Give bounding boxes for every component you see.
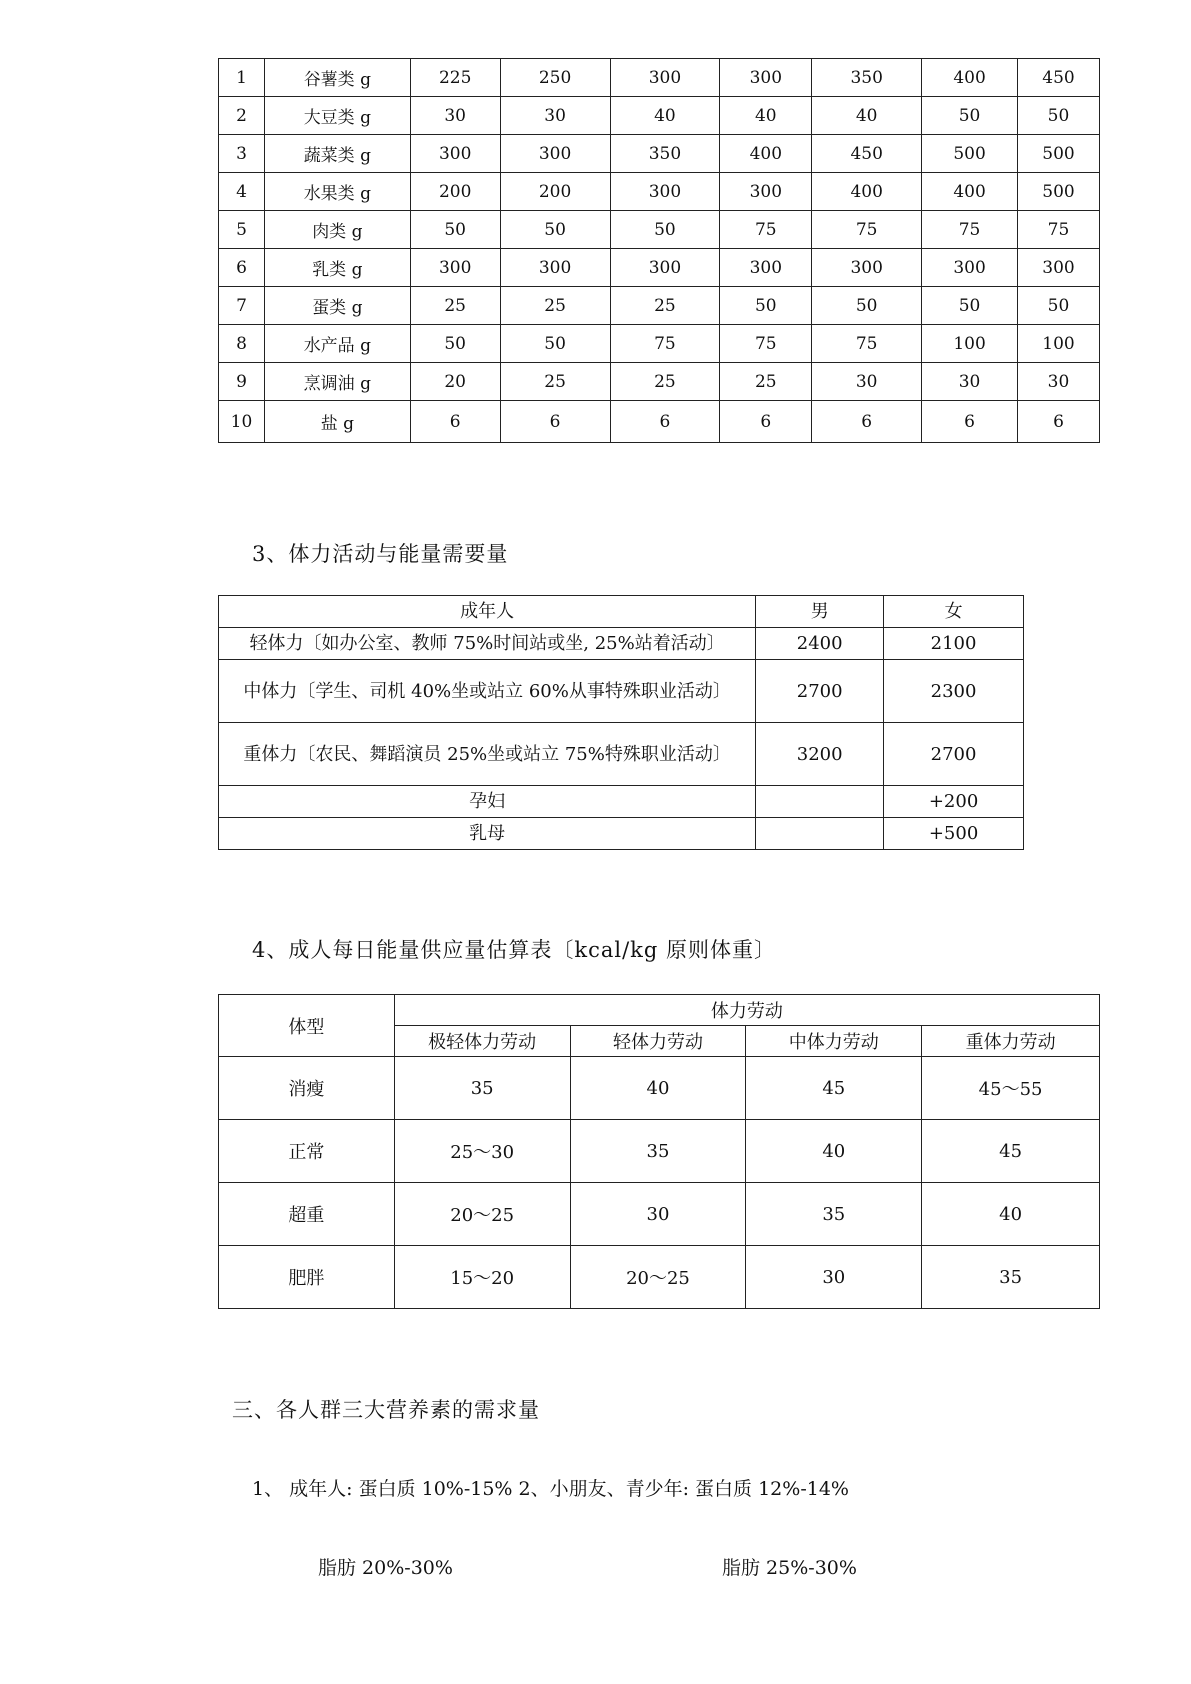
row-index: 2 xyxy=(219,97,265,135)
table-cell: 500 xyxy=(922,135,1018,173)
table-cell: 50 xyxy=(922,97,1018,135)
table-cell: 20～25 xyxy=(570,1246,746,1309)
table-cell: 35 xyxy=(746,1183,922,1246)
row-index: 8 xyxy=(219,325,265,363)
table-cell: 6 xyxy=(1018,401,1100,443)
food-name: 水产品 g xyxy=(264,325,410,363)
table-cell: 300 xyxy=(500,135,610,173)
table-cell: 45 xyxy=(922,1120,1100,1183)
table-row xyxy=(219,818,1024,850)
table-cell: 35 xyxy=(570,1120,746,1183)
table-cell: 50 xyxy=(500,325,610,363)
table-cell: 40 xyxy=(720,97,812,135)
header-medium: 中体力劳动 xyxy=(746,1026,922,1057)
table-cell: 300 xyxy=(410,135,500,173)
food-name: 水果类 g xyxy=(264,173,410,211)
table-header-row xyxy=(219,995,1100,1026)
table-cell: 300 xyxy=(410,249,500,287)
activity-heavy: 重体力〔农民、舞蹈演员 25%坐或站立 75%特殊职业活动〕 xyxy=(219,723,756,786)
table-cell: 450 xyxy=(812,135,922,173)
table-cell: 300 xyxy=(720,249,812,287)
table-row xyxy=(219,173,1100,211)
group-pregnant: 孕妇 xyxy=(219,786,756,818)
table-cell: 25 xyxy=(500,363,610,401)
table-cell: 6 xyxy=(500,401,610,443)
table-cell: 25 xyxy=(720,363,812,401)
table-cell: 75 xyxy=(812,325,922,363)
table-cell: 40 xyxy=(812,97,922,135)
table-cell: 30 xyxy=(410,97,500,135)
food-name: 乳类 g xyxy=(264,249,410,287)
table-cell: 300 xyxy=(922,249,1018,287)
food-intake-table xyxy=(218,58,1100,443)
table-cell: 30 xyxy=(922,363,1018,401)
row-index: 5 xyxy=(219,211,265,249)
table-row xyxy=(219,1246,1100,1309)
table-cell: 250 xyxy=(500,59,610,97)
table-cell: 40 xyxy=(570,1057,746,1120)
table-cell: 6 xyxy=(720,401,812,443)
table-row xyxy=(219,1120,1100,1183)
food-name: 大豆类 g xyxy=(264,97,410,135)
food-name: 谷薯类 g xyxy=(264,59,410,97)
energy-male xyxy=(756,786,884,818)
table-cell: 500 xyxy=(1018,173,1100,211)
table-cell: 50 xyxy=(610,211,720,249)
table-cell: 20～25 xyxy=(394,1183,570,1246)
table-row xyxy=(219,325,1100,363)
table-cell: 25～30 xyxy=(394,1120,570,1183)
row-index: 1 xyxy=(219,59,265,97)
table-row xyxy=(219,97,1100,135)
table-cell: 100 xyxy=(1018,325,1100,363)
table-cell: 25 xyxy=(410,287,500,325)
body-type-label: 正常 xyxy=(219,1120,395,1183)
body-type-label: 肥胖 xyxy=(219,1246,395,1309)
table-cell: 300 xyxy=(1018,249,1100,287)
activity-light: 轻体力〔如办公室、教师 75%时间站或坐, 25%站着活动〕 xyxy=(219,628,756,660)
group-lactating: 乳母 xyxy=(219,818,756,850)
table-cell: 75 xyxy=(720,325,812,363)
table-cell: 225 xyxy=(410,59,500,97)
food-name: 蛋类 g xyxy=(264,287,410,325)
table-cell: 350 xyxy=(610,135,720,173)
row-index: 3 xyxy=(219,135,265,173)
table-cell: 40 xyxy=(746,1120,922,1183)
header-labor-group: 体力劳动 xyxy=(394,995,1099,1026)
table-row xyxy=(219,211,1100,249)
row-index: 6 xyxy=(219,249,265,287)
body-type-label: 超重 xyxy=(219,1183,395,1246)
table-row xyxy=(219,786,1024,818)
table-cell: 35 xyxy=(922,1246,1100,1309)
table-cell: 75 xyxy=(610,325,720,363)
table-cell: 50 xyxy=(922,287,1018,325)
header-male: 男 xyxy=(756,596,884,628)
table-cell: 30 xyxy=(500,97,610,135)
table-cell: 400 xyxy=(922,173,1018,211)
table-cell: 6 xyxy=(922,401,1018,443)
table-row xyxy=(219,628,1024,660)
table-cell: 400 xyxy=(720,135,812,173)
table-cell: 6 xyxy=(410,401,500,443)
table-cell: 300 xyxy=(720,59,812,97)
table-cell: 450 xyxy=(1018,59,1100,97)
table-cell: 75 xyxy=(1018,211,1100,249)
table-cell: 300 xyxy=(610,249,720,287)
table-cell: 25 xyxy=(500,287,610,325)
row-index: 10 xyxy=(219,401,265,443)
body-type-label: 消瘦 xyxy=(219,1057,395,1120)
table-row xyxy=(219,363,1100,401)
energy-female: 2100 xyxy=(884,628,1024,660)
table-cell: 200 xyxy=(500,173,610,211)
table-cell: 20 xyxy=(410,363,500,401)
table-cell: 75 xyxy=(922,211,1018,249)
table-cell: 50 xyxy=(500,211,610,249)
table-cell: 300 xyxy=(500,249,610,287)
table-cell: 45 xyxy=(746,1057,922,1120)
table-row xyxy=(219,723,1024,786)
table-header-row xyxy=(219,596,1024,628)
table-cell: 75 xyxy=(812,211,922,249)
table-cell: 45～55 xyxy=(922,1057,1100,1120)
table-cell: 500 xyxy=(1018,135,1100,173)
table-cell: 30 xyxy=(570,1183,746,1246)
child-fat-line: 脂肪 25%-30% xyxy=(722,1557,857,1579)
table-cell: 300 xyxy=(610,59,720,97)
table-row xyxy=(219,1183,1100,1246)
energy-supply-table xyxy=(218,994,1100,1309)
food-name: 烹调油 g xyxy=(264,363,410,401)
table-cell: 300 xyxy=(720,173,812,211)
table-cell: 400 xyxy=(922,59,1018,97)
table-cell: 25 xyxy=(610,363,720,401)
energy-male xyxy=(756,818,884,850)
table-cell: 6 xyxy=(812,401,922,443)
table-cell: 30 xyxy=(812,363,922,401)
food-name: 盐 g xyxy=(264,401,410,443)
energy-male: 2400 xyxy=(756,628,884,660)
header-adult: 成年人 xyxy=(219,596,756,628)
activity-energy-table xyxy=(218,595,1024,850)
table-cell: 30 xyxy=(746,1246,922,1309)
activity-medium: 中体力〔学生、司机 40%坐或站立 60%从事特殊职业活动〕 xyxy=(219,660,756,723)
header-body-type: 体型 xyxy=(219,995,395,1057)
table-cell: 50 xyxy=(410,325,500,363)
table-cell: 50 xyxy=(720,287,812,325)
row-index: 4 xyxy=(219,173,265,211)
adult-protein-line: 1、 成年人: 蛋白质 10%-15% 2、小朋友、青少年: 蛋白质 12%-14% xyxy=(252,1478,849,1500)
table-row xyxy=(219,249,1100,287)
table-cell: 25 xyxy=(610,287,720,325)
table-cell: 30 xyxy=(1018,363,1100,401)
table-cell: 75 xyxy=(720,211,812,249)
row-index: 7 xyxy=(219,287,265,325)
table-cell: 35 xyxy=(394,1057,570,1120)
energy-male: 3200 xyxy=(756,723,884,786)
header-light: 轻体力劳动 xyxy=(570,1026,746,1057)
table-cell: 300 xyxy=(610,173,720,211)
table-cell: 200 xyxy=(410,173,500,211)
table-row xyxy=(219,660,1024,723)
table-cell: 40 xyxy=(922,1183,1100,1246)
energy-male: 2700 xyxy=(756,660,884,723)
table-cell: 6 xyxy=(610,401,720,443)
header-heavy: 重体力劳动 xyxy=(922,1026,1100,1057)
section-4-title: 4、成人每日能量供应量估算表〔kcal/kg 原则体重〕 xyxy=(252,938,777,962)
table-cell: 300 xyxy=(812,249,922,287)
table-cell: 50 xyxy=(812,287,922,325)
header-female: 女 xyxy=(884,596,1024,628)
food-name: 蔬菜类 g xyxy=(264,135,410,173)
table-cell: 50 xyxy=(410,211,500,249)
adult-fat-line: 脂肪 20%-30% xyxy=(318,1557,453,1579)
energy-female: 2300 xyxy=(884,660,1024,723)
table-row xyxy=(219,59,1100,97)
row-index: 9 xyxy=(219,363,265,401)
table-cell: 50 xyxy=(1018,287,1100,325)
table-cell: 100 xyxy=(922,325,1018,363)
section-three-title: 三、各人群三大营养素的需求量 xyxy=(232,1398,540,1422)
energy-female: +200 xyxy=(884,786,1024,818)
table-cell: 40 xyxy=(610,97,720,135)
section-3-title: 3、体力活动与能量需要量 xyxy=(252,542,509,566)
table-row xyxy=(219,1057,1100,1120)
table-row xyxy=(219,135,1100,173)
table-cell: 50 xyxy=(1018,97,1100,135)
table-cell: 350 xyxy=(812,59,922,97)
header-very-light: 极轻体力劳动 xyxy=(394,1026,570,1057)
table-row xyxy=(219,401,1100,443)
table-cell: 15～20 xyxy=(394,1246,570,1309)
food-name: 肉类 g xyxy=(264,211,410,249)
table-cell: 400 xyxy=(812,173,922,211)
table-row xyxy=(219,287,1100,325)
energy-female: 2700 xyxy=(884,723,1024,786)
energy-female: +500 xyxy=(884,818,1024,850)
